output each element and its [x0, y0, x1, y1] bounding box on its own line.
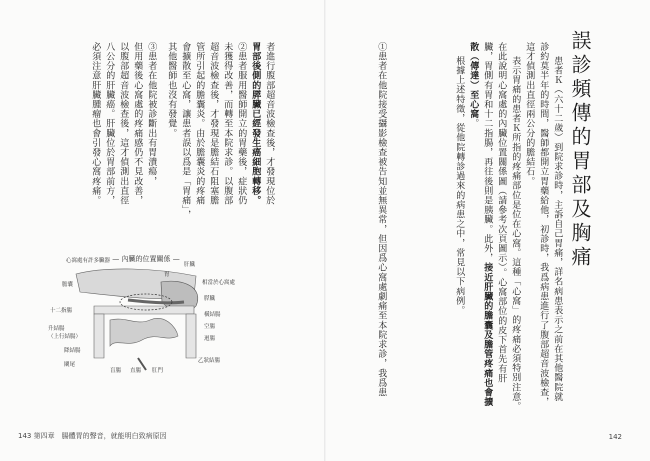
label-jejunum: 空腸	[204, 324, 216, 330]
paragraph-line: 診約莫半年的時間，醫師都開立胃藥給他，初診時，我爲病患進行了腹部超音波檢查，	[538, 42, 549, 407]
paragraph-line: 但用藥後心窩處的疼痛感仍不見改善，	[132, 42, 143, 206]
paragraph-line: 超音波檢查後，才發現是膽結石阻塞膽	[208, 42, 219, 206]
small-intestine-shape	[110, 318, 178, 346]
paragraph-line: 根據上述特徵，從他院轉診過來的病患之中，常見以下病例。	[454, 56, 465, 316]
paragraph-line: 這才偵測出直徑兩公分的膽結石。	[524, 42, 535, 186]
list-item: ①患者在他院接受攝影檢查被告知並無異常，但因爲心窩處劇痛至本院求診，我爲患	[376, 42, 387, 398]
paragraph-line: ③患者在他院被診斷出有胃潰瘍，	[146, 42, 157, 186]
paragraph-line: 其他醫師也沒有發覺。	[166, 42, 177, 138]
page-footer: 143 第四章 腸體胃的聲音，就能明白致病原因	[18, 432, 167, 440]
left-page	[0, 0, 324, 461]
paragraph-line: 必須注意肝臟腫瘤也會引發心窩疼痛。	[90, 42, 101, 206]
transverse-colon-shape	[94, 306, 194, 314]
label-ileum: 迴腸	[204, 336, 216, 342]
paragraph-line-with-emphasis	[466, 42, 479, 128]
label-ascending-colon: 升結腸 （上行結腸）	[48, 326, 82, 340]
emphasis-segment: 接近肝臟的膽囊及膽管疼痛也會擴	[482, 262, 493, 407]
chapter-title: 誤診頻傳的胃部及胸痛	[568, 30, 592, 270]
label-descending-colon: 降結腸	[64, 348, 81, 354]
label-cecum: 盲腸	[110, 368, 122, 374]
emphasis-segment: 散（傳達）至心窩	[468, 42, 479, 119]
label-gallbladder: 膽囊	[62, 282, 74, 288]
paragraph-line: 以腹部超音波檢查後，這才偵測出直徑	[118, 42, 129, 206]
figure-subcaption: 心窩處有許多臟器	[66, 258, 111, 264]
paragraph-line: 者進行腹部超音波檢查後，才發現位於	[264, 42, 275, 206]
emphasis-line: 胃部後側的膵臟已經發生癌細胞轉移。	[250, 42, 261, 206]
label-rectum: 直腸	[130, 368, 142, 374]
right-page	[326, 0, 650, 461]
descending-colon-shape	[186, 314, 196, 358]
label-duodenum: 十二指腸	[50, 308, 73, 314]
paragraph-line: 會擴散至心窩，讓患者誤以爲是「胃痛」，	[180, 42, 191, 220]
label-liver: 肝臓	[184, 262, 196, 268]
paragraph-line: 患者Ｋ（六十二歲）到院求診時，主訴自己胃痛，詳名病患表示之前在其他醫院就	[552, 56, 563, 402]
label-pancreas: 膵臓	[204, 296, 216, 302]
page-number: 142	[608, 433, 622, 441]
paragraph-line: 表示胃痛的患者Ｋ所指的疼痛部位是位在心窩。這種「心窩」的疼痛必須特別注意。	[510, 56, 521, 412]
text-segment: 。	[468, 118, 479, 129]
label-stomach: 胃	[164, 272, 170, 278]
paragraph-line: 管所引起的膽囊炎。由於膽囊炎的疼痛	[194, 42, 205, 206]
paragraph-line-with-emphasis	[480, 42, 493, 407]
label-appendix: 闌尾	[64, 362, 76, 368]
label-spine-note: 相當於心窩處	[202, 280, 236, 286]
paragraph-line: 在此說明心窩處的內臟位置關係圖（請參考次頁圖示）。心窩部位的皮下首先有肝	[496, 42, 507, 384]
figure-caption: — 內臟的位置關係 —	[112, 255, 180, 263]
paragraph-line: 未獲得改善，而轉至本院求診。以腹部	[222, 42, 233, 206]
figure-caption-text: 內臟的位置關係	[121, 255, 171, 263]
paragraph-line: ②患者服用醫師開立的胃藥後，症狀仍	[236, 42, 247, 206]
paragraph-line: 八公分的肝臟癌。肝臟位於胃部前方，	[104, 42, 115, 206]
text-segment: 臟，胃側有胃和十二指腸，再往後則是胰臟。此外，	[482, 42, 493, 263]
label-sigmoid-colon: 乙狀結腸	[198, 358, 221, 364]
label-anus: 肛門	[152, 368, 164, 374]
ascending-colon-shape	[94, 314, 104, 358]
label-transverse-colon: 橫結腸	[204, 312, 221, 318]
